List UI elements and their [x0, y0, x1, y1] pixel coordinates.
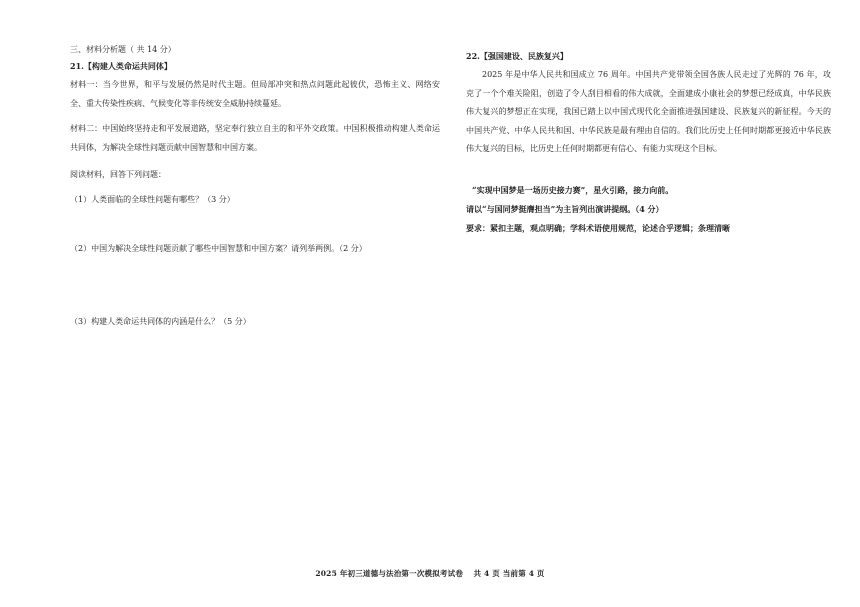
question-22-quote: “实现中国梦是一场历史接力赛”，星火引路，接力向前。 — [472, 185, 674, 195]
question-22-material: 2025 年是中华人民共和国成立 76 周年。中国共产党带领全国各族人民走过了光辉的 76 年，攻克了一个个难关险阻，创造了令人刮目相看的伟大成就，全面建成小康社会的梦想已经成真，中华民族伟大复兴的梦想正在实现，我国已踏上以中国式现代化全面推进强国建设、民族复兴的新征程。今天的中国共产党、中华人民共和国、中华民族是最有理由自信的。我们比历史上任何时期都更接近中华民族伟大复兴的目标，比历史上任何时期都更有信心、有能力实现这个目标。 — [466, 70, 831, 153]
page-footer: 2025 年初三道德与法治第一次模拟考试卷 共 4 页 当前第 4 页 — [315, 569, 545, 578]
reading-instruction: 阅读材料，回答下列问题： — [70, 170, 166, 179]
question-22-title: 22.【强国建设、民族复兴】 — [466, 51, 568, 61]
question-21-2: （2）中国为解决全球性问题贡献了哪些中国智慧和中国方案？请列举两例。（2 分） — [70, 244, 367, 253]
material-1: 材料一：当今世界，和平与发展仍然是时代主题。但局部冲突和热点问题此起彼伏，恐怖主义、网络安全、重大传染性疾病、气候变化等非传统安全威胁持续蔓延。 — [70, 80, 440, 108]
question-21-1: （1）人类面临的全球性问题有哪些？（3 分） — [70, 195, 235, 204]
question-21-title: 21.【构建人类命运共同体】 — [70, 61, 172, 71]
material-2: 材料二：中国始终坚持走和平发展道路，坚定奉行独立自主的和平外交政策。中国积极推动构建人类命运共同体，为解决全球性问题贡献中国智慧和中国方案。 — [70, 124, 440, 152]
question-22-task: 请以“与国同梦挺膺担当”为主旨列出演讲提纲。（4 分） — [466, 204, 664, 214]
question-21-3: （3）构建人类命运共同体的内涵是什么？（5 分） — [70, 317, 251, 326]
question-22-requirement: 要求：紧扣主题，观点明确；学科术语使用规范，论述合乎逻辑；条理清晰 — [466, 223, 730, 233]
section-title: 三、材料分析题（ 共 14 分） — [70, 45, 176, 54]
